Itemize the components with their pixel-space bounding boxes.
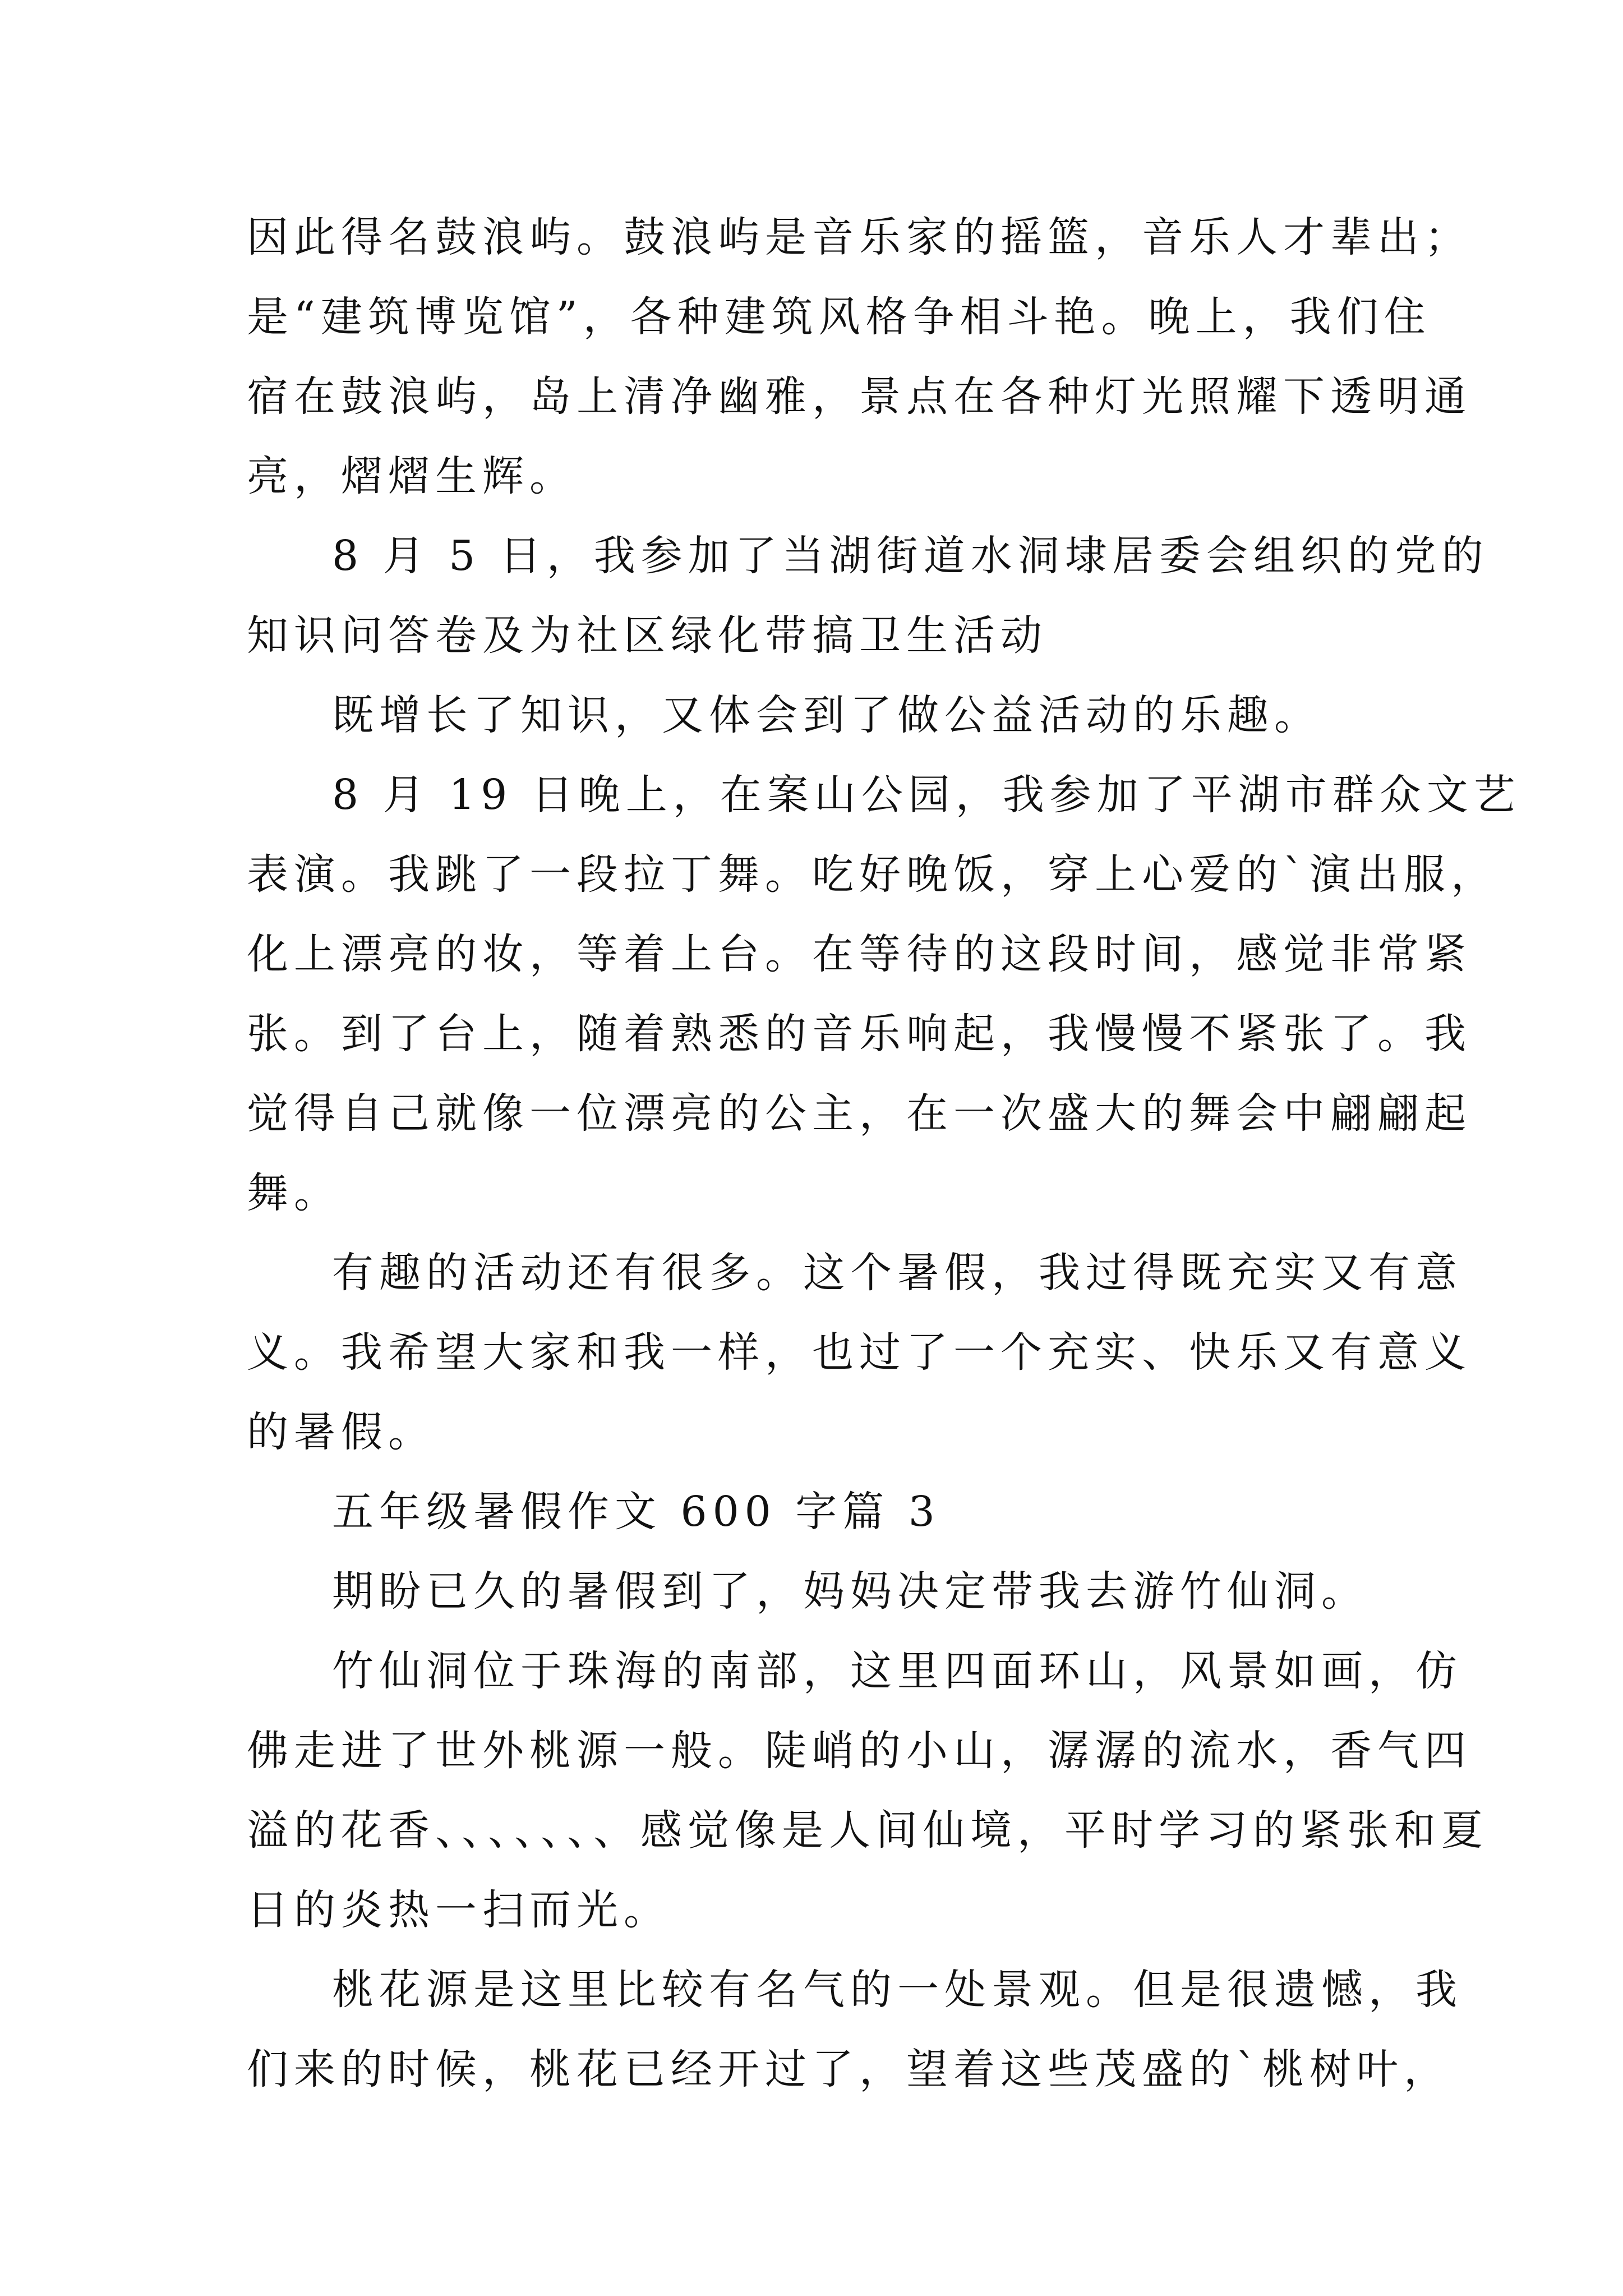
paragraph-first-line: 有趣的活动还有很多。这个暑假，我过得既充实又有意 bbox=[332, 1249, 1463, 1297]
text-line: 溢的花香、、、、、、、感觉像是人间仙境，平时学习的紧张和夏 bbox=[247, 1806, 1488, 1855]
text-line: 佛走进了世外桃源一般。陡峭的小山，潺潺的流水，香气四 bbox=[247, 1727, 1472, 1775]
paragraph-first-line: 期盼已久的暑假到了，妈妈决定带我去游竹仙洞。 bbox=[332, 1567, 1368, 1616]
text-line: 日的炎热一扫而光。 bbox=[247, 1886, 671, 1934]
paragraph-first-line: 8 月 19 日晚上，在案山公园，我参加了平湖市群众文艺 bbox=[332, 771, 1521, 819]
text-line: 亮，熠熠生辉。 bbox=[247, 452, 577, 500]
paragraph-first-line: 8 月 5 日，我参加了当湖街道水洞埭居委会组织的党的 bbox=[332, 532, 1489, 580]
text-line: 宿在鼓浪屿，岛上清净幽雅，景点在各种灯光照耀下透明通 bbox=[247, 372, 1472, 421]
text-line: 表演。我跳了一段拉丁舞。吃好晚饭，穿上心爱的`演出服， bbox=[247, 850, 1498, 899]
paragraph-first-line: 桃花源是这里比较有名气的一处景观。但是很遗憾，我 bbox=[332, 1966, 1463, 2014]
paragraph-first-line: 竹仙洞位于珠海的南部，这里四面环山，风景如画，仿 bbox=[332, 1647, 1463, 1695]
text-line: 觉得自己就像一位漂亮的公主，在一次盛大的舞会中翩翩起 bbox=[247, 1089, 1472, 1138]
text-line: 知识问答卷及为社区绿化带搞卫生活动 bbox=[247, 611, 1048, 660]
text-line: 义。我希望大家和我一样，也过了一个充实、快乐又有意义 bbox=[247, 1328, 1472, 1377]
text-line: 张。到了台上，随着熟悉的音乐响起，我慢慢不紧张了。我 bbox=[247, 1010, 1472, 1058]
paragraph-first-line: 既增长了知识，又体会到了做公益活动的乐趣。 bbox=[332, 691, 1321, 739]
text-line: 化上漂亮的妆，等着上台。在等待的这段时间，感觉非常紧 bbox=[247, 930, 1472, 978]
section-heading: 五年级暑假作文 600 字篇 3 bbox=[332, 1488, 940, 1536]
article-body bbox=[247, 197, 1521, 2109]
text-line: 是“建筑博览馆”，各种建筑风格争相斗艳。晚上，我们住 bbox=[247, 293, 1431, 341]
text-line: 的暑假。 bbox=[247, 1408, 435, 1456]
text-line: 们来的时候，桃花已经开过了，望着这些茂盛的`桃树叶， bbox=[247, 2045, 1451, 2093]
text-line: 因此得名鼓浪屿。鼓浪屿是音乐家的摇篮，音乐人才辈出； bbox=[247, 213, 1472, 261]
text-line: 舞。 bbox=[247, 1169, 341, 1217]
